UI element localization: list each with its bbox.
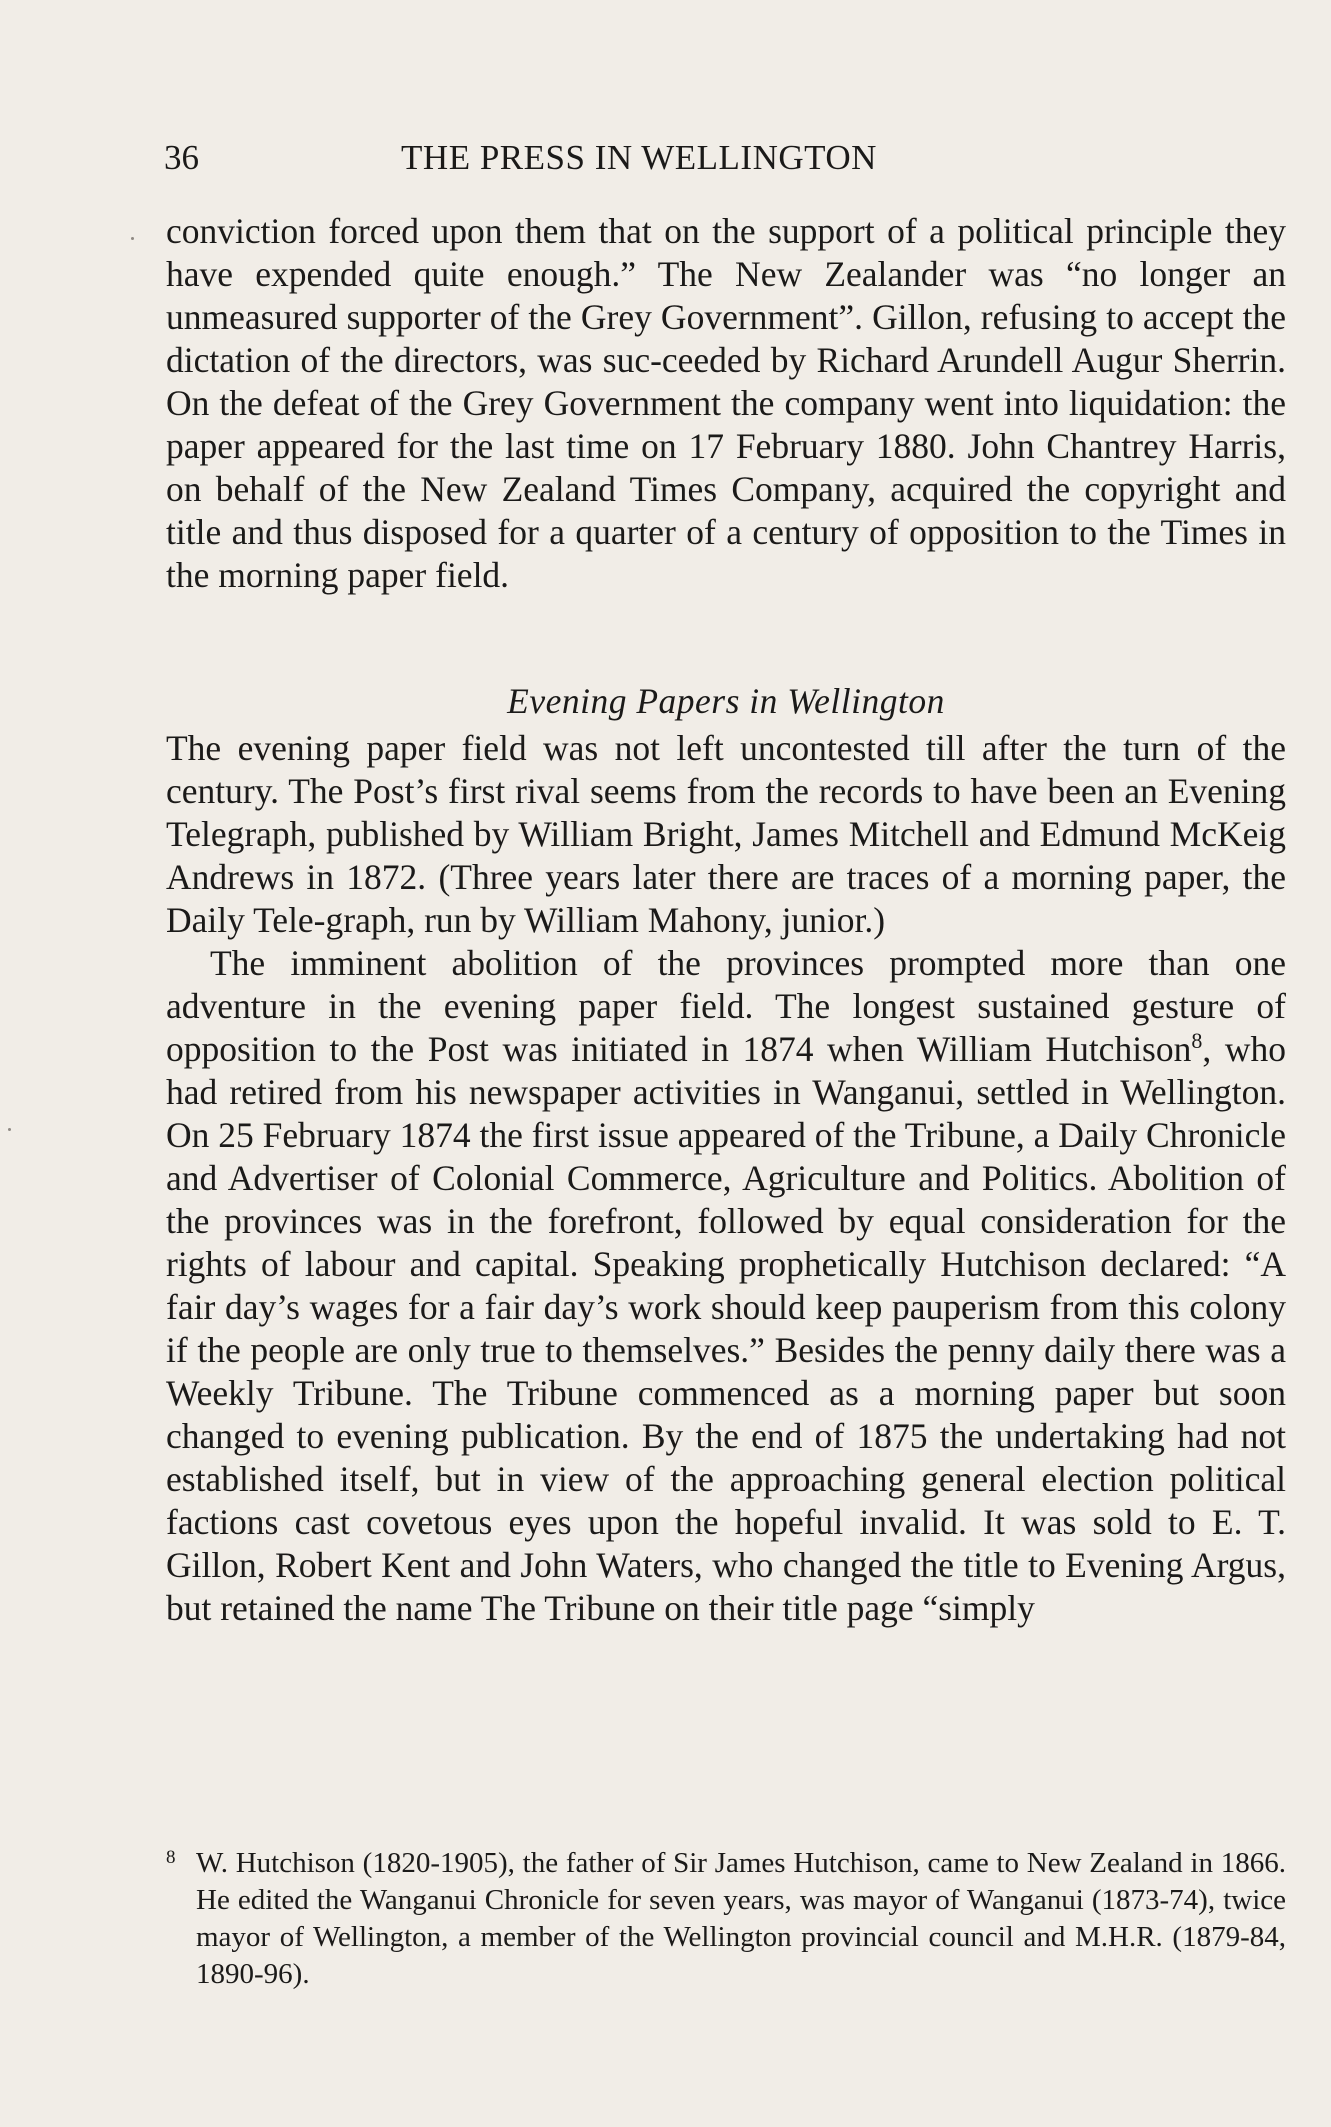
footnote [166, 1845, 1286, 1993]
footnote-marker: 8 [166, 1847, 176, 1868]
margin-speck [8, 1128, 11, 1131]
body-text-top [166, 210, 1286, 597]
section-heading-wrap [166, 680, 1286, 723]
running-title: THE PRESS IN WELLINGTON [401, 138, 877, 177]
section-heading: Evening Papers in Wellington [507, 681, 945, 721]
body-text-bottom [166, 727, 1286, 1630]
footnote-text: W. Hutchison (1820-1905), the father of Sir James Hutchison, came to New Zealand in 1866. He edited the Wanganui Chronicle for seven years, was mayor of Wanganui (1873-74), twice mayor of Wellington, a member of the Wellington provincial council and M.H.R. (1879-84, 1890-96). [196, 1847, 1286, 1990]
paragraph-evening-field: The evening paper field was not left uncontested till after the turn of the century. The Post’s first rival seems from the records to have been an Evening Telegraph, published by William Bright, James Mitchell and Edmund McKeig Andrews in 1872. (Three years later there are traces of a morning paper, the Daily Tele-graph, run by William Mahony, junior.) [166, 728, 1286, 940]
paragraph-tribune-start: The imminent abolition of the provinces prompted more than one adventure in the evening paper field. The longest sustained gesture of opposition to the Post was initiated in 1874 when William Hutchison [166, 943, 1286, 1069]
running-head [164, 136, 1286, 180]
paragraph-continuation: conviction forced upon them that on the support of a political principle they have expended quite enough.” The New Zealander was “no longer an unmeasured supporter of the Grey Government”. Gillon, refusing to accept the dictation of the directors, was suc-ceeded by Richard Arundell Augur Sherrin. On the defeat of the Grey Government the company went into liquidation: the paper appeared for the last time on 17 February 1880. John Chantrey Harris, on behalf of the New Zealand Times Company, acquired the copyright and title and thus disposed for a quarter of a century of opposition to the Times in the morning paper field. [166, 211, 1286, 595]
paragraph-tribune [166, 942, 1286, 1630]
margin-speck [131, 237, 134, 240]
page-number: 36 [164, 138, 199, 177]
footnote-reference: 8 [1191, 1028, 1203, 1054]
paragraph-tribune-rest: , who had retired from his newspaper activities in Wanganui, settled in Wellington. On 25 February 1874 the first issue appeared of the Tribune, a Daily Chronicle and Advertiser of Colonial Commerce, Agriculture and Politics. Abolition of the provinces was in the forefront, followed by equal consideration for the rights of labour and capital. Speaking prophetically Hutchison declared: “A fair day’s wages for a fair day’s work should keep pauperism from this colony if the people are only true to themselves.” Besides the penny daily there was a Weekly Tribune. The Tribune commenced as a morning paper but soon changed to evening publication. By the end of 1875 the undertaking had not established itself, but in view of the approaching general election political factions cast covetous eyes upon the hopeful invalid. It was sold to E. T. Gillon, Robert Kent and John Waters, who changed the title to Evening Argus, but retained the name The Tribune on their title page “simply [166, 1029, 1286, 1628]
